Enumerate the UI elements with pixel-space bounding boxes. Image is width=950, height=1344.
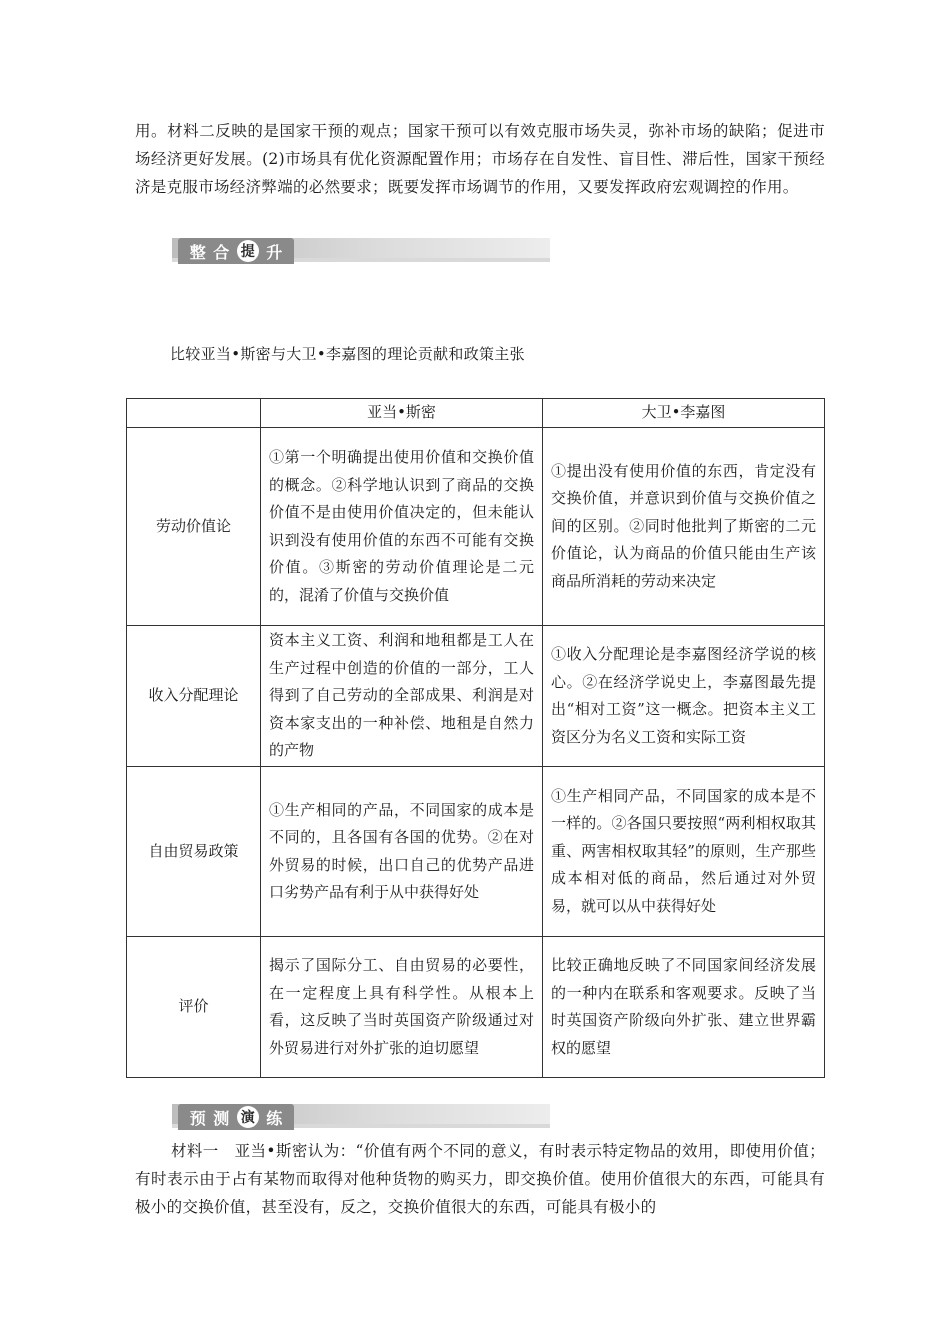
banner-char: 合 <box>213 242 230 262</box>
table-row <box>127 428 825 626</box>
row-label: 收入分配理论 <box>127 626 261 767</box>
smith-cell: 揭示了国际分工、自由贸易的必要性，在一定程度上具有科学性。从根本上看，这反映了当时英国资产阶级通过对外贸易进行对外扩张的迫切愿望 <box>261 937 543 1078</box>
smith-cell: 资本主义工资、利润和地租都是工人在生产过程中创造的价值的一部分，工人得到了自己劳动的全部成果、利润是对资本家支出的一种补偿、地租是自然力的产物 <box>261 626 543 767</box>
header-empty <box>127 399 261 428</box>
ricardo-cell: ①提出没有使用价值的东西，肯定没有交换价值，并意识到价值与交换价值之间的区别。②同时他批判了斯密的二元价值论，认为商品的价值只能由生产该商品所消耗的劳动来决定 <box>543 428 825 626</box>
row-label: 劳动价值论 <box>127 428 261 626</box>
ricardo-cell: ①生产相同产品，不同国家的成本是不一样的。②各国只要按照“两利相权取其重、两害相权取其轻”的原则，生产那些成本相对低的商品，然后通过对外贸易，就可以从中获得好处 <box>543 767 825 937</box>
comparison-table <box>126 398 825 1078</box>
banner-tab <box>178 1104 294 1130</box>
table-caption: 比较亚当•斯密与大卫•李嘉图的理论贡献和政策主张 <box>170 345 525 363</box>
banner-circled-char: 演 <box>237 1106 259 1128</box>
banner-tab <box>178 238 294 264</box>
header-ricardo: 大卫•李嘉图 <box>543 399 825 428</box>
banner-char: 预 <box>189 1108 206 1128</box>
integration-banner <box>172 238 550 264</box>
material-paragraph: 材料一 亚当•斯密认为：“价值有两个不同的意义，有时表示特定物品的效用，即使用价值；有时表示由于占有某物而取得对他种货物的购买力，即交换价值。使用价值很大的东西，可能具有极小的交换价值，甚至没有，反之，交换价值很大的东西，可能具有极小的 <box>135 1142 825 1216</box>
banner-char: 整 <box>189 242 206 262</box>
practice-banner <box>172 1104 550 1130</box>
intro-paragraph: 用。材料二反映的是国家干预的观点；国家干预可以有效克服市场失灵，弥补市场的缺陷；促进市场经济更好发展。(2)市场具有优化资源配置作用；市场存在自发性、盲目性、滞后性，国家干预经济是克服市场经济弊端的必然要求；既要发挥市场调节的作用，又要发挥政府宏观调控的作用。 <box>135 122 825 196</box>
ricardo-cell: ①收入分配理论是李嘉图经济学说的核心。②在经济学说史上，李嘉图最先提出“相对工资”这一概念。把资本主义工资区分为名义工资和实际工资 <box>543 626 825 767</box>
smith-cell: ①第一个明确提出使用价值和交换价值的概念。②科学地认识到了商品的交换价值不是由使用价值决定的，但未能认识到没有使用价值的东西不可能有交换价值。③斯密的劳动价值理论是二元的，混淆了价值与交换价值 <box>261 428 543 626</box>
banner-char: 测 <box>213 1108 230 1128</box>
table-row <box>127 937 825 1078</box>
banner-char: 升 <box>266 242 283 262</box>
ricardo-cell: 比较正确地反映了不同国家间经济发展的一种内在联系和客观要求。反映了当时英国资产阶级向外扩张、建立世界霸权的愿望 <box>543 937 825 1078</box>
table-header-row <box>127 399 825 428</box>
header-smith: 亚当•斯密 <box>261 399 543 428</box>
table-row <box>127 626 825 767</box>
row-label: 自由贸易政策 <box>127 767 261 937</box>
banner-circled-char: 提 <box>237 240 259 262</box>
banner-char: 练 <box>266 1108 283 1128</box>
smith-cell: ①生产相同的产品，不同国家的成本是不同的，且各国有各国的优势。②在对外贸易的时候，出口自己的优势产品进口劣势产品有利于从中获得好处 <box>261 767 543 937</box>
row-label: 评价 <box>127 937 261 1078</box>
table-row <box>127 767 825 937</box>
